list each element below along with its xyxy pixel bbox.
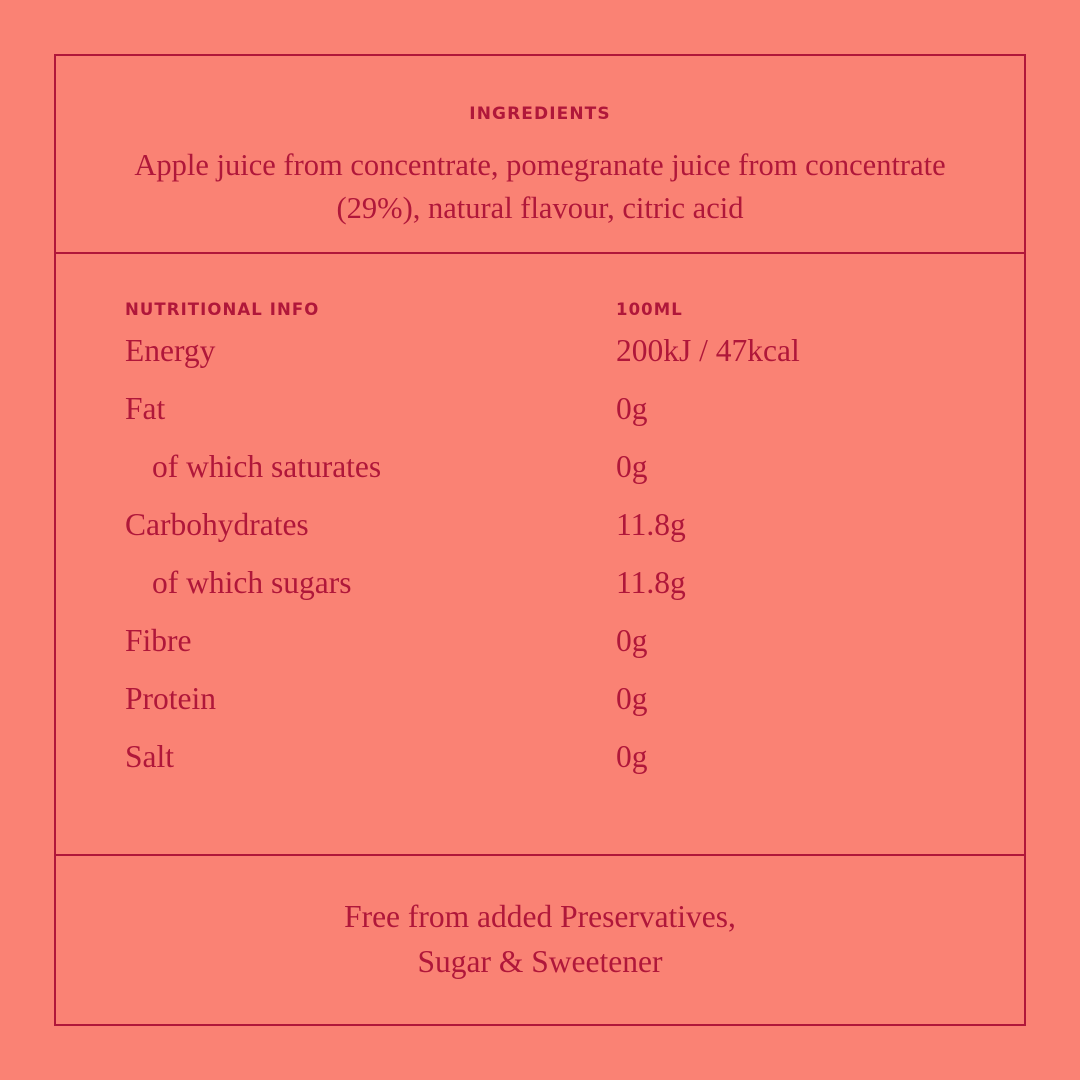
nutrition-heading: NUTRITIONAL INFO <box>125 300 320 319</box>
table-row <box>56 391 1024 449</box>
nutrient-value: 11.8g <box>616 507 686 542</box>
ingredients-heading: INGREDIENTS <box>469 104 611 124</box>
nutrient-value: 0g <box>616 391 648 426</box>
table-row <box>56 681 1024 739</box>
nutrition-rows <box>56 333 1024 797</box>
nutrition-label-panel <box>54 54 1026 1026</box>
table-row <box>56 739 1024 797</box>
product-claim <box>344 895 736 984</box>
table-row <box>56 333 1024 391</box>
nutrient-name: Energy <box>125 333 216 368</box>
nutrient-name: Fat <box>125 391 166 426</box>
product-claim-section <box>56 856 1024 1024</box>
nutrient-value: 0g <box>616 681 648 716</box>
nutrient-name: Salt <box>125 739 175 774</box>
nutrition-table-header <box>56 300 1024 319</box>
table-row <box>56 507 1024 565</box>
nutrient-name: Protein <box>125 681 216 716</box>
ingredients-text: Apple juice from concentrate, pomegranate juice from concentrate (29%), natural flavour, citric acid <box>134 148 946 226</box>
nutrient-value: 11.8g <box>616 565 686 600</box>
nutrient-name: Fibre <box>125 623 192 658</box>
nutrient-value: 0g <box>616 623 648 658</box>
nutrient-name: Carbohydrates <box>125 507 309 542</box>
nutrition-column-header-100ml: 100ML <box>616 300 683 319</box>
nutrient-value: 0g <box>616 739 648 774</box>
table-row <box>56 623 1024 681</box>
nutrient-name: of which sugars <box>152 565 352 600</box>
ingredients-section <box>56 56 1024 254</box>
table-row <box>56 449 1024 507</box>
product-claim-line-2: Sugar & Sweetener <box>417 944 663 979</box>
table-row <box>56 565 1024 623</box>
product-claim-line-1: Free from added Preservatives, <box>344 899 736 935</box>
nutrient-value: 0g <box>616 449 648 484</box>
nutrient-name: of which saturates <box>152 449 382 484</box>
nutritional-info-section <box>56 254 1024 856</box>
nutrient-value: 200kJ / 47kcal <box>616 333 800 368</box>
